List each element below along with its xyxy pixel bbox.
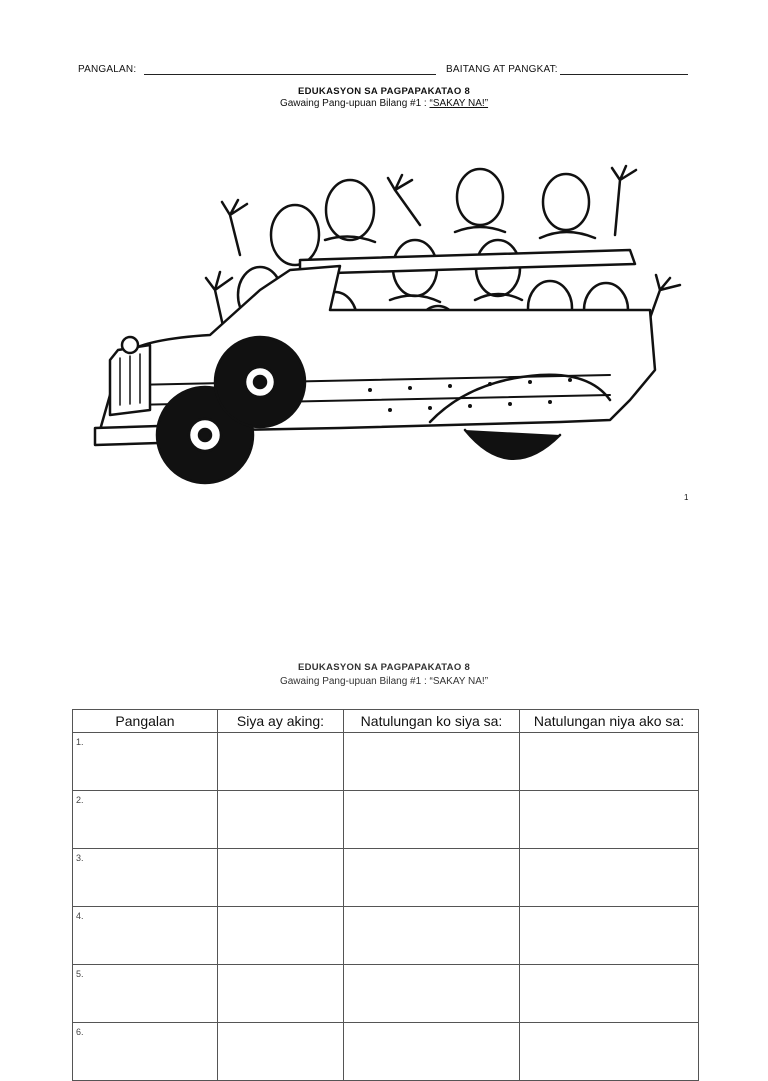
table-header-row — [73, 710, 699, 733]
page-subtitle — [0, 98, 768, 109]
header-natulungan-ko: Natulungan ko siya sa: — [344, 710, 520, 733]
table-cell[interactable] — [344, 1023, 520, 1081]
row-number-cell[interactable]: 6. — [73, 1023, 218, 1081]
table-cell[interactable] — [520, 791, 699, 849]
table-cell[interactable] — [218, 849, 344, 907]
table-cell[interactable] — [218, 791, 344, 849]
grade-label: BAITANG AT PANGKAT: — [446, 64, 558, 75]
header-pangalan: Pangalan — [73, 710, 218, 733]
jeep-roof — [300, 250, 635, 274]
header-fields — [78, 62, 690, 78]
table-cell[interactable] — [218, 965, 344, 1023]
table-cell[interactable] — [344, 965, 520, 1023]
row-number-cell[interactable]: 2. — [73, 791, 218, 849]
page-title: EDUKASYON SA PAGPAPAKATAO 8 — [297, 86, 471, 97]
table-row — [73, 907, 699, 965]
table-cell[interactable] — [218, 733, 344, 791]
table-cell[interactable] — [520, 1023, 699, 1081]
header-siya-ay-aking: Siya ay aking: — [218, 710, 344, 733]
grade-field[interactable] — [560, 74, 688, 75]
row-number-cell[interactable]: 1. — [73, 733, 218, 791]
table-cell[interactable] — [520, 849, 699, 907]
subtitle-prefix: Gawaing Pang-upuan Bilang #1 : — [279, 98, 427, 109]
table-row — [73, 965, 699, 1023]
name-field[interactable] — [144, 74, 436, 75]
name-label: PANGALAN: — [78, 64, 137, 75]
table-cell[interactable] — [520, 965, 699, 1023]
row-number-cell[interactable]: 4. — [73, 907, 218, 965]
table-cell[interactable] — [344, 849, 520, 907]
table-cell[interactable] — [344, 791, 520, 849]
table-cell[interactable] — [344, 733, 520, 791]
table-row — [73, 849, 699, 907]
page2-title: EDUKASYON SA PAGPAPAKATAO 8 — [297, 662, 471, 673]
jeepney-illustration — [90, 160, 690, 490]
header-natulungan-niya: Natulungan niya ako sa: — [520, 710, 699, 733]
table-cell[interactable] — [520, 733, 699, 791]
subtitle-quote: “SAKAY NA!” — [429, 98, 489, 109]
row-number-cell[interactable]: 3. — [73, 849, 218, 907]
page-number: 1 — [684, 493, 689, 502]
row-number-cell[interactable]: 5. — [73, 965, 218, 1023]
worksheet-table — [72, 709, 699, 1081]
table-cell[interactable] — [218, 1023, 344, 1081]
table-cell[interactable] — [344, 907, 520, 965]
table-row — [73, 733, 699, 791]
table-row — [73, 791, 699, 849]
page2-subtitle: Gawaing Pang-upuan Bilang #1 : “SAKAY NA!” — [279, 676, 489, 687]
table-cell[interactable] — [218, 907, 344, 965]
table-row — [73, 1023, 699, 1081]
table-cell[interactable] — [520, 907, 699, 965]
